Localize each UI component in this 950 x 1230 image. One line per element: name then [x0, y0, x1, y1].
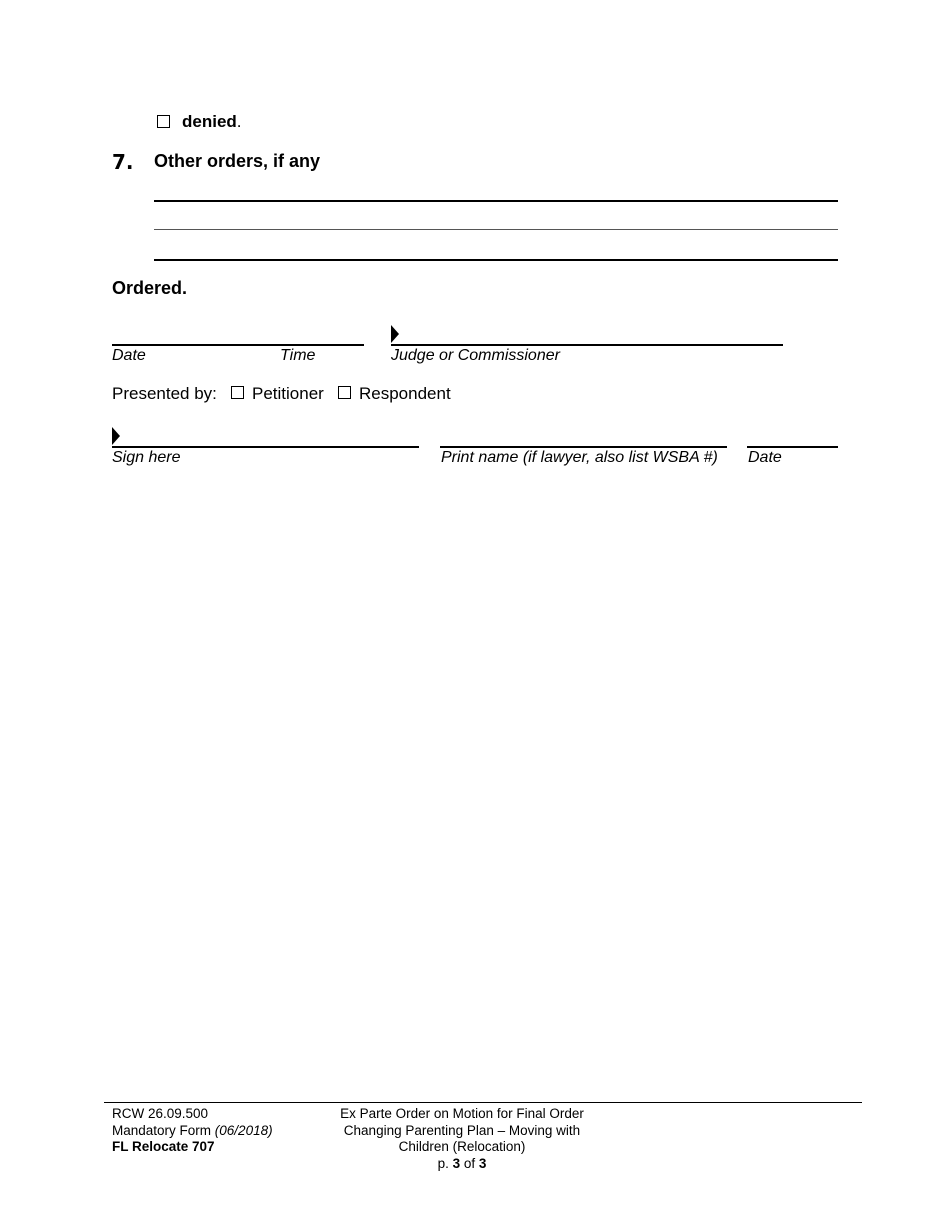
presented-by-label: Presented by:: [112, 384, 217, 403]
other-orders-line-3[interactable]: [154, 259, 838, 261]
sign-here-arrow-icon: [112, 427, 120, 445]
footer-mandatory-date: (06/2018): [214, 1122, 273, 1138]
footer-page-total: 3: [478, 1155, 487, 1171]
petitioner-label: Petitioner: [252, 384, 324, 403]
footer-page-current: 3: [452, 1155, 461, 1171]
other-orders-line-1[interactable]: [154, 200, 838, 202]
section-7-heading: Other orders, if any: [154, 151, 321, 171]
sign-here-line[interactable]: [112, 446, 419, 448]
print-name-label: Print name (if lawyer, also list WSBA #): [441, 449, 718, 466]
judge-sign-arrow-icon: [391, 325, 399, 343]
denied-option-label: [182, 112, 242, 132]
denied-punct: .: [236, 112, 242, 131]
respondent-checkbox[interactable]: [338, 386, 351, 399]
respondent-label: Respondent: [359, 384, 451, 403]
ordered-date-label: Date: [112, 347, 146, 364]
denied-checkbox[interactable]: [157, 115, 170, 128]
judge-signature-line[interactable]: [391, 344, 783, 346]
footer-divider: [104, 1102, 862, 1103]
petitioner-checkbox[interactable]: [231, 386, 244, 399]
footer-center: [312, 1106, 612, 1172]
other-orders-line-2[interactable]: [154, 229, 838, 230]
judge-label: Judge or Commissioner: [391, 347, 560, 364]
footer-title-line-2: Changing Parenting Plan – Moving with: [343, 1122, 581, 1138]
footer-page-number: p. 3 of 3: [437, 1155, 487, 1171]
footer-form-id: FL Relocate 707: [112, 1139, 215, 1154]
ordered-heading: Ordered.: [112, 278, 188, 298]
footer-left: [112, 1106, 273, 1156]
footer-title-line-3: Children (Relocation): [398, 1139, 526, 1154]
presented-date-label: Date: [748, 449, 782, 466]
denied-label: denied: [182, 112, 237, 131]
footer-rcw: RCW 26.09.500: [112, 1106, 209, 1121]
footer-mandatory: [112, 1123, 273, 1140]
footer-title-line-1: Ex Parte Order on Motion for Final Order: [340, 1106, 584, 1121]
section-7-number: 7.: [112, 150, 134, 174]
presented-date-line[interactable]: [747, 446, 838, 448]
ordered-time-label: Time: [280, 347, 316, 364]
sign-here-label: Sign here: [112, 449, 181, 466]
date-time-signature-line[interactable]: [112, 344, 364, 346]
print-name-line[interactable]: [440, 446, 727, 448]
footer-mandatory-prefix: Mandatory Form: [112, 1122, 212, 1138]
